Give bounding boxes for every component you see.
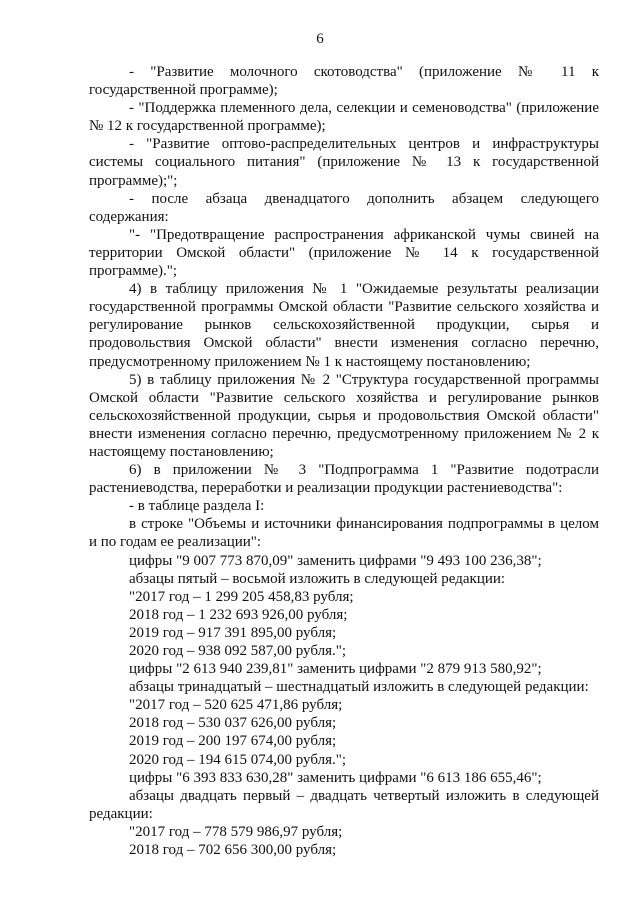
paragraph-distribution-centers: - "Развитие оптово-распределительных центров и инфраструктуры системы социального питания" (приложение № 13 к государственной программе);"; [89, 136, 599, 189]
document-body [89, 63, 599, 859]
paragraph-paragraphs-5-8: абзацы пятый – восьмой изложить в следующей редакции: [129, 570, 506, 587]
year-line-2017-b: "2017 год – 520 625 471,86 рубля; [129, 697, 343, 714]
paragraph-breeding: - "Поддержка племенного дела, селекции и семеноводства" (приложение № 12 к государственной программе); [89, 100, 599, 135]
paragraph-table-section: - в таблице раздела I: [129, 498, 265, 515]
year-line-2017-a: "2017 год – 1 299 205 458,83 рубля; [129, 588, 354, 605]
paragraph-item-4: 4) в таблицу приложения № 1 "Ожидаемые результаты реализации государственной программы Омской области "Развитие сельского хозяйства и регулирование рынков сельскохозяйственной продукции, сырья и продовольствия Омской области" внести изменения согласно перечню, предусмотренному приложением № 1 к настоящему постановлению; [89, 281, 599, 370]
paragraph-funding-row: в строке "Объемы и источники финансирования подпрограммы в целом и по годам ее реализации": [89, 516, 599, 551]
paragraph-dairy: - "Развитие молочного скотоводства" (приложение № 11 к государственной программе); [89, 64, 599, 99]
year-line-2020-a: 2020 год – 938 092 587,00 рубля."; [129, 643, 347, 659]
paragraph-paragraphs-21-24: абзацы двадцать первый – двадцать четвертый изложить в следующей редакции: [89, 787, 599, 822]
paragraph-item-6: 6) в приложении № 3 "Подпрограмма 1 "Развитие подотрасли растениеводства, переработки и реализации продукции растениеводства": [89, 462, 599, 497]
page-number: 6 [316, 31, 324, 47]
year-line-2018-b: 2018 год – 530 037 626,00 рубля; [129, 715, 337, 732]
year-line-2020-b: 2020 год – 194 615 074,00 рубля."; [129, 751, 347, 768]
paragraph-item-5: 5) в таблицу приложения № 2 "Структура государственной программы Омской области "Развитие сельского хозяйства и регулирование рынков сельскохозяйственной продукции, сырья и продовольствия Омской области" внести изменения согласно перечню, предусмотренному приложением № 2 к настоящему постановлению; [89, 371, 599, 460]
paragraph-after-twelfth: - после абзаца двенадцатого дополнить абзацем следующего содержания: [89, 190, 599, 225]
year-line-2018-c: 2018 год – 702 656 300,00 рубля; [129, 842, 337, 859]
year-line-2019-b: 2019 год – 200 197 674,00 рубля; [129, 733, 337, 750]
year-line-2019-a: 2019 год – 917 391 895,00 рубля; [129, 624, 337, 641]
year-line-2018-a: 2018 год – 1 232 693 926,00 рубля; [129, 606, 348, 623]
paragraph-figures-2: цифры "2 613 940 239,81" заменить цифрами "2 879 913 580,92"; [129, 661, 542, 678]
year-line-2017-c: "2017 год – 778 579 986,97 рубля; [129, 823, 343, 840]
paragraph-paragraphs-13-16: абзацы тринадцатый – шестнадцатый изложить в следующей редакции: [129, 679, 589, 696]
paragraph-swine-fever: "- "Предотвращение распространения африканской чумы свиней на территории Омской области" (приложение № 14 к государственной программе)."; [89, 226, 599, 280]
paragraph-figures-1: цифры "9 007 773 870,09" заменить цифрами "9 493 100 236,38"; [129, 552, 542, 569]
paragraph-figures-3: цифры "6 393 833 630,28" заменить цифрами "6 613 186 655,46"; [129, 769, 542, 786]
